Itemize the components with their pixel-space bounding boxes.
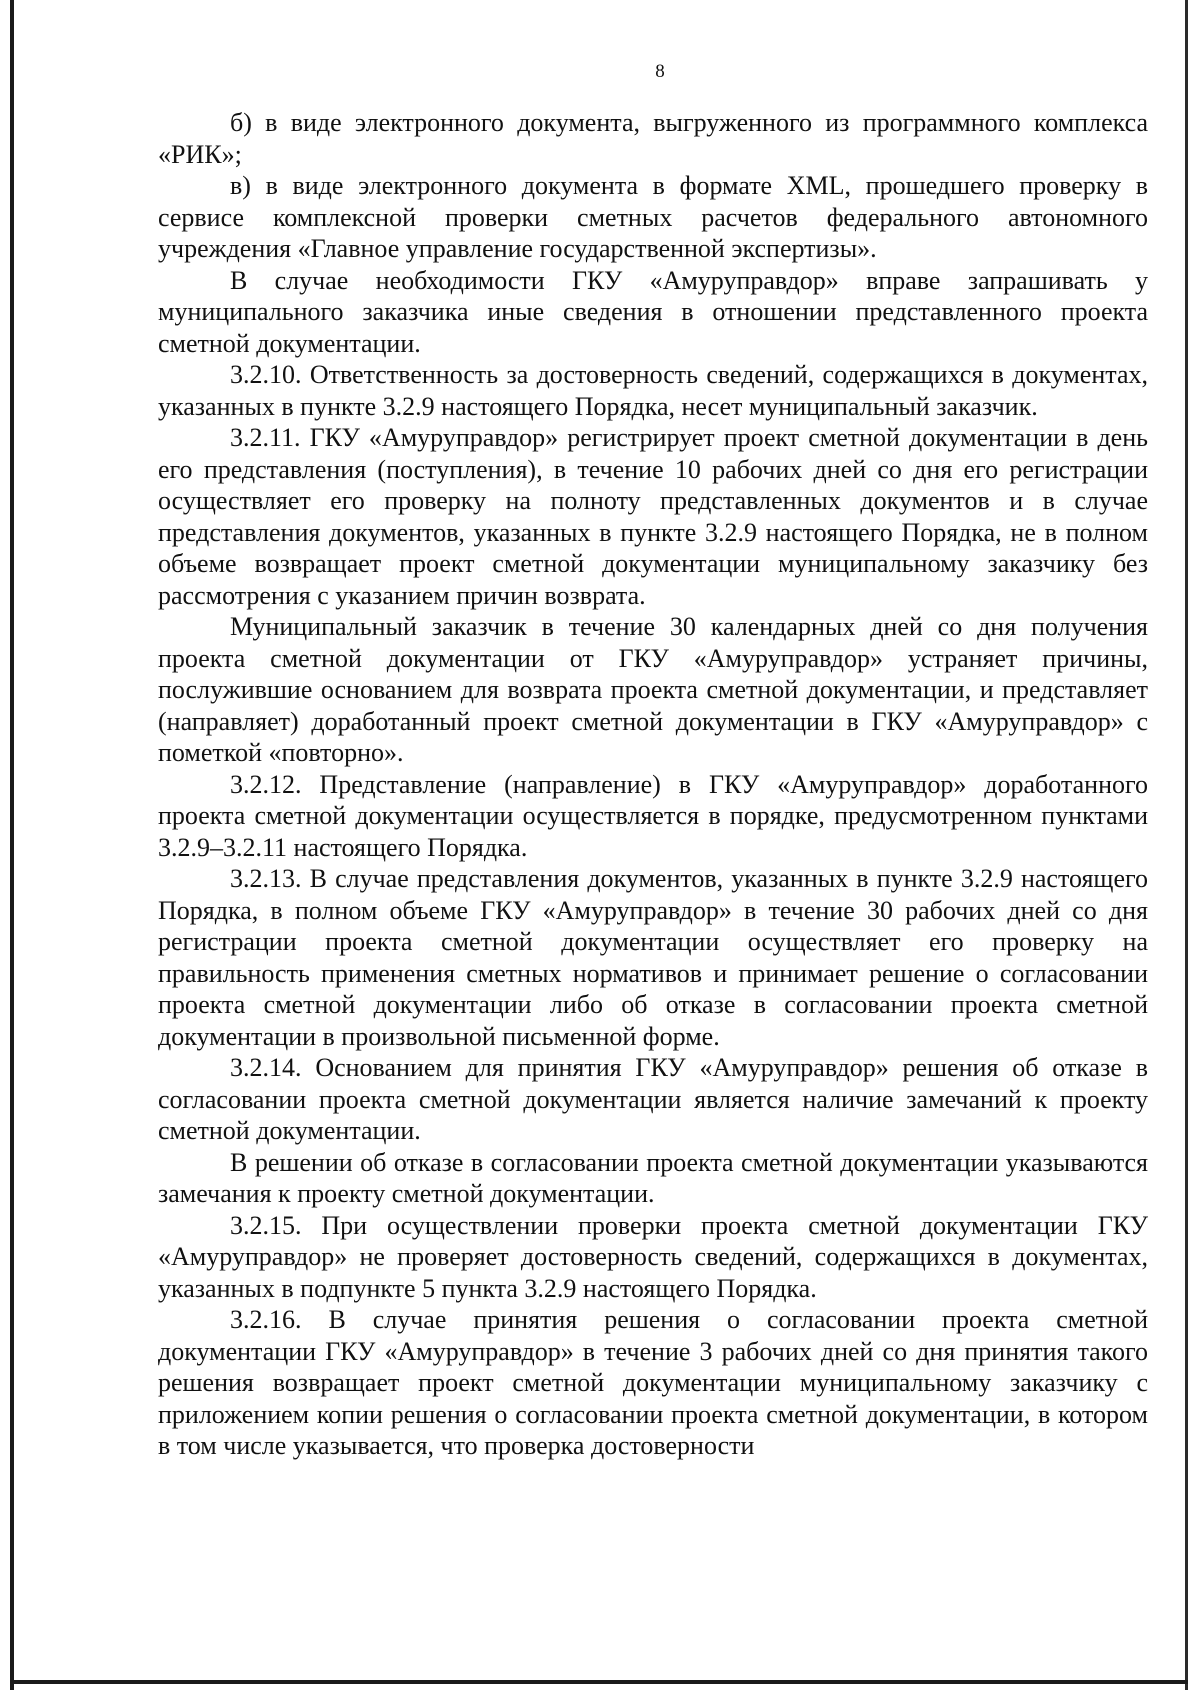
paragraph-b-rik: б) в виде электронного документа, выгруженного из программного комплекса «РИК»; (158, 108, 1148, 169)
paragraph-v-xml: в) в виде электронного документа в формате XML, прошедшего проверку в сервисе комплексной проверки сметных расчетов федерального автономного учреждения «Главное управление государственной экспертизы». (158, 171, 1148, 263)
paragraph-customer-rework: Муниципальный заказчик в течение 30 календарных дней со дня получения проекта сметной документации от ГКУ «Амуруправдор» устраняет причины, послужившие основанием для возврата проекта сметной документации, и представляет (направляет) доработанный проект сметной документации в ГКУ «Амуруправдор» с пометкой «повторно». (158, 612, 1148, 767)
paragraph-3-2-12: 3.2.12. Представление (направление) в ГКУ «Амуруправдор» доработанного проекта сметной документации осуществляется в порядке, предусмотренном пунктами 3.2.9–3.2.11 настоящего Порядка. (158, 769, 1148, 862)
paragraph-3-2-10: 3.2.10. Ответственность за достоверность сведений, содержащихся в документах, указанных в пункте 3.2.9 настоящего Порядка, несет муниципальный заказчик. (158, 360, 1148, 421)
paragraph-3-2-15: 3.2.15. При осуществлении проверки проекта сметной документации ГКУ «Амуруправдор» не проверяет достоверность сведений, содержащихся в документах, указанных в подпункте 5 пункта 3.2.9 настоящего Порядка. (158, 1210, 1148, 1303)
paragraph-additional-info: В случае необходимости ГКУ «Амуруправдор» вправе запрашивать у муниципального заказчика иные сведения в отношении представленного проекта сметной документации. (158, 265, 1148, 358)
scan-border-bottom (10, 1680, 1188, 1684)
document-body (158, 107, 1148, 1462)
paragraph-3-2-11: 3.2.11. ГКУ «Амуруправдор» регистрирует проект сметной документации в день его представления (поступления), в течение 10 рабочих дней со дня его регистрации осуществляет его проверку на полноту представленных документов и в случае представления документов, указанных в пункте 3.2.9 настоящего Порядка, не в полном объеме возвращает проект сметной документации муниципальному заказчику без рассмотрения с указанием причин возврата. (158, 423, 1148, 610)
paragraph-refusal-remarks: В решении об отказе в согласовании проекта сметной документации указываются замечания к проекту сметной документации. (158, 1147, 1148, 1208)
paragraph-3-2-14: 3.2.14. Основанием для принятия ГКУ «Амуруправдор» решения об отказе в согласовании проекта сметной документации является наличие замечаний к проекту сметной документации. (158, 1053, 1148, 1145)
paragraph-3-2-16: 3.2.16. В случае принятия решения о согласовании проекта сметной документации ГКУ «Амуруправдор» в течение 3 рабочих дней со дня принятия такого решения возвращает проект сметной документации муниципальному заказчику с приложением копии решения о согласовании проекта сметной документации, в котором в том числе указывается, что проверка достоверности (158, 1305, 1148, 1460)
page-number: 8 (655, 61, 665, 82)
scan-border-left (10, 0, 14, 1690)
paragraph-3-2-13: 3.2.13. В случае представления документов, указанных в пункте 3.2.9 настоящего Порядка, в полном объеме ГКУ «Амуруправдор» в течение 30 рабочих дней со дня регистрации проекта сметной документации осуществляет его проверку на правильность применения сметных нормативов и принимает решение о согласовании проекта сметной документации либо об отказе в согласовании проекта сметной документации в произвольной письменной форме. (158, 864, 1148, 1051)
scan-border-right (1185, 0, 1188, 1690)
